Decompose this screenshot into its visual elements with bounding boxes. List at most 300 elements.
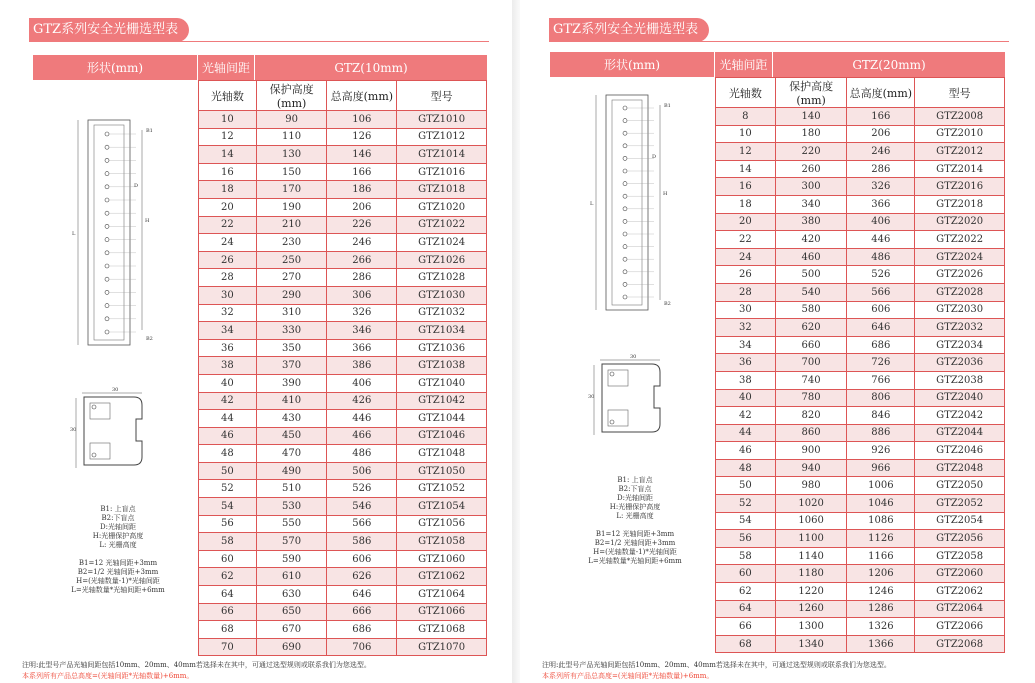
table-cell: GTZ1048 <box>397 445 487 463</box>
table-cell: 470 <box>256 445 327 463</box>
label-h: H <box>145 218 150 224</box>
table-cell: 190 <box>256 198 327 216</box>
table-cell: 1300 <box>775 618 847 636</box>
table-cell: 68 <box>199 621 257 639</box>
table-cell: 406 <box>327 374 397 392</box>
table-row <box>199 621 487 639</box>
table-cell: 670 <box>256 621 327 639</box>
table-row <box>716 143 1005 161</box>
table-cell: 66 <box>199 603 257 621</box>
table-row <box>199 269 487 287</box>
lens-hole <box>623 144 627 148</box>
table-row <box>199 638 487 656</box>
col-model: 型号 <box>397 81 487 111</box>
table-cell: 52 <box>716 495 776 513</box>
table-row <box>199 286 487 304</box>
lens-hole <box>623 119 627 123</box>
table-cell: 70 <box>199 638 257 656</box>
table-cell: GTZ1040 <box>397 374 487 392</box>
table-cell: 606 <box>327 550 397 568</box>
table-cell: GTZ1052 <box>397 480 487 498</box>
table-cell: 620 <box>775 319 847 337</box>
table-row <box>199 550 487 568</box>
table-row <box>199 392 487 410</box>
lens-hole <box>623 232 627 236</box>
table-cell: GTZ1010 <box>397 111 487 129</box>
table-row <box>716 389 1005 407</box>
table-row <box>199 603 487 621</box>
table-cell: 566 <box>847 283 915 301</box>
table-header-band <box>33 55 487 80</box>
label-h: H <box>663 191 668 197</box>
table-cell: 1020 <box>775 495 847 513</box>
table-cell: 26 <box>716 266 776 284</box>
table-cell: 1326 <box>847 618 915 636</box>
lens-hole <box>105 145 109 149</box>
table-row <box>716 108 1005 126</box>
table-cell: 1006 <box>847 477 915 495</box>
table-cell: 1340 <box>775 635 847 653</box>
table-cell: 42 <box>716 407 776 425</box>
label-depth: 30 <box>70 427 77 433</box>
table-row <box>199 322 487 340</box>
table-cell: 180 <box>775 125 847 143</box>
curtain-section-drawing <box>70 383 160 473</box>
table-cell: 410 <box>256 392 327 410</box>
lens-hole <box>105 211 109 215</box>
table-cell: 486 <box>847 248 915 266</box>
spacing-header: 光轴间距 <box>715 52 773 77</box>
table-cell: 46 <box>199 427 257 445</box>
table-cell: GTZ1014 <box>397 146 487 164</box>
table-cell: 20 <box>716 213 776 231</box>
table-cell: 530 <box>256 498 327 516</box>
label-width: 30 <box>112 387 119 393</box>
table-cell: 846 <box>847 407 915 425</box>
shape-header: 形状(mm) <box>550 52 715 77</box>
table-cell: 940 <box>775 459 847 477</box>
table-row <box>199 498 487 516</box>
table-cell: 430 <box>256 410 327 428</box>
shape-header: 形状(mm) <box>33 55 198 80</box>
label-l: L <box>72 231 76 237</box>
table-cell: 1286 <box>847 600 915 618</box>
table-cell: 126 <box>327 128 397 146</box>
label-d: D <box>652 154 657 160</box>
legend-line: B2=1/2 光轴间距+3mm <box>594 539 676 547</box>
label-width: 30 <box>630 354 637 360</box>
table-row <box>716 283 1005 301</box>
label-b1: B1 <box>146 128 153 134</box>
table-cell: GTZ2056 <box>915 530 1005 548</box>
table-row <box>716 248 1005 266</box>
label-b2: B2 <box>664 301 671 307</box>
table-cell: 28 <box>716 283 776 301</box>
table-cell: 546 <box>327 498 397 516</box>
lens-hole <box>623 219 627 223</box>
table-cell: 40 <box>716 389 776 407</box>
table-cell: 230 <box>256 234 327 252</box>
table-cell: 62 <box>716 583 776 601</box>
table-cell: 286 <box>327 269 397 287</box>
table-cell: 590 <box>256 550 327 568</box>
footnote-red: 本系列所有产品总高度=(光轴间距*光轴数量)+6mm。 <box>542 672 714 680</box>
legend-line: L=光轴数量*光轴间距+6mm <box>71 586 165 594</box>
table-cell: 1086 <box>847 512 915 530</box>
spacing-header: 光轴间距 <box>198 55 255 80</box>
table-cell: 510 <box>256 480 327 498</box>
legend-line: B2:下盲点 <box>618 485 652 493</box>
table-cell: 18 <box>716 195 776 213</box>
table-cell: 526 <box>327 480 397 498</box>
table-cell: 28 <box>199 269 257 287</box>
table-cell: GTZ2042 <box>915 407 1005 425</box>
table-cell: 526 <box>847 266 915 284</box>
table-cell: 860 <box>775 424 847 442</box>
table-row <box>199 445 487 463</box>
table-cell: 390 <box>256 374 327 392</box>
table-cell: 10 <box>199 111 257 129</box>
table-row <box>716 407 1005 425</box>
right-page <box>520 0 1035 683</box>
lens-hole <box>105 132 109 136</box>
table-row <box>199 181 487 199</box>
table-cell: 1126 <box>847 530 915 548</box>
table-row <box>716 512 1005 530</box>
table-cell: 1206 <box>847 565 915 583</box>
table-cell: 1166 <box>847 547 915 565</box>
legend-line: B2=1/2 光轴间距+3mm <box>77 568 159 576</box>
table-cell: 650 <box>256 603 327 621</box>
table-cell: 56 <box>199 515 257 533</box>
col-axis-count: 光轴数 <box>199 81 257 111</box>
spec-table <box>198 80 487 656</box>
table-cell: 460 <box>775 248 847 266</box>
table-cell: 1246 <box>847 583 915 601</box>
table-row <box>199 568 487 586</box>
table-row <box>716 231 1005 249</box>
footnote: 注明:此型号产品光轴间距包括10mm、20mm、40mm若选择未在其中，可通过选型规则或联系我们为您选型。 <box>542 661 891 669</box>
table-cell: 486 <box>327 445 397 463</box>
table-cell: 370 <box>256 357 327 375</box>
table-cell: 780 <box>775 389 847 407</box>
table-cell: 266 <box>327 251 397 269</box>
table-row <box>716 160 1005 178</box>
table-cell: 166 <box>327 163 397 181</box>
table-cell: 44 <box>199 410 257 428</box>
curtain-front-drawing <box>588 90 678 315</box>
table-cell: 130 <box>256 146 327 164</box>
table-cell: 690 <box>256 638 327 656</box>
legend-line: H=(光轴数量-1)*光轴间距 <box>593 548 677 556</box>
table-cell: 32 <box>716 319 776 337</box>
table-cell: 1100 <box>775 530 847 548</box>
table-cell: 50 <box>199 462 257 480</box>
table-cell: GTZ1054 <box>397 498 487 516</box>
table-cell: 980 <box>775 477 847 495</box>
legend-line: B2:下盲点 <box>101 514 135 522</box>
table-cell: 58 <box>199 533 257 551</box>
table-cell: 38 <box>716 371 776 389</box>
table-cell: 16 <box>199 163 257 181</box>
curtain-section-drawing <box>588 350 678 440</box>
lens-hole <box>623 131 627 135</box>
table-cell: 1366 <box>847 635 915 653</box>
page-spine <box>512 0 520 683</box>
table-cell: 1060 <box>775 512 847 530</box>
table-row <box>716 442 1005 460</box>
table-cell: 48 <box>199 445 257 463</box>
table-cell: 22 <box>199 216 257 234</box>
table-row <box>716 459 1005 477</box>
table-cell: 700 <box>775 354 847 372</box>
table-cell: 350 <box>256 339 327 357</box>
table-row <box>716 301 1005 319</box>
table-cell: 1260 <box>775 600 847 618</box>
table-cell: 1140 <box>775 547 847 565</box>
table-cell: 606 <box>847 301 915 319</box>
table-cell: 290 <box>256 286 327 304</box>
table-cell: 106 <box>327 111 397 129</box>
page-title: GTZ系列安全光栅选型表 <box>29 18 189 42</box>
table-cell: 260 <box>775 160 847 178</box>
table-cell: 766 <box>847 371 915 389</box>
legend-line: B1=12 光轴间距+3mm <box>78 559 158 567</box>
table-cell: GTZ1060 <box>397 550 487 568</box>
title-underline <box>549 41 1009 42</box>
footnote: 注明:此型号产品光轴间距包括10mm、20mm、40mm若选择未在其中，可通过选型规则或联系我们为您选型。 <box>22 661 371 669</box>
table-cell: 54 <box>716 512 776 530</box>
table-cell: 886 <box>847 424 915 442</box>
lens-hole <box>105 238 109 242</box>
legend-line: L: 光栅高度 <box>99 541 137 549</box>
table-row <box>199 111 487 129</box>
table-cell: GTZ1062 <box>397 568 487 586</box>
table-cell: 150 <box>256 163 327 181</box>
lens-hole <box>105 277 109 281</box>
table-cell: 30 <box>716 301 776 319</box>
table-header-band <box>550 52 1005 77</box>
table-cell: 446 <box>327 410 397 428</box>
table-cell: 110 <box>256 128 327 146</box>
table-cell: 806 <box>847 389 915 407</box>
table-cell: GTZ2044 <box>915 424 1005 442</box>
table-cell: GTZ2038 <box>915 371 1005 389</box>
table-cell: 56 <box>716 530 776 548</box>
table-cell: 40 <box>199 374 257 392</box>
col-total-height: 总高度(mm) <box>327 81 397 111</box>
table-row <box>199 198 487 216</box>
table-cell: GTZ2010 <box>915 125 1005 143</box>
table-cell: GTZ2036 <box>915 354 1005 372</box>
table-cell: 426 <box>327 392 397 410</box>
table-cell: GTZ2052 <box>915 495 1005 513</box>
table-cell: 186 <box>327 181 397 199</box>
table-cell: 26 <box>199 251 257 269</box>
legend <box>58 505 178 595</box>
table-row <box>716 354 1005 372</box>
table-cell: 706 <box>327 638 397 656</box>
table-cell: GTZ2024 <box>915 248 1005 266</box>
legend-line: L=光轴数量*光轴间距+6mm <box>588 557 682 565</box>
col-protect-height: 保护高度(mm) <box>775 78 847 108</box>
table-cell: GTZ2008 <box>915 108 1005 126</box>
table-cell: GTZ1016 <box>397 163 487 181</box>
table-row <box>199 374 487 392</box>
model-group-header: GTZ(10mm) <box>334 60 408 75</box>
lens-hole <box>623 245 627 249</box>
legend-line: D:光轴间距 <box>617 494 653 502</box>
table-cell: GTZ2032 <box>915 319 1005 337</box>
label-b2: B2 <box>146 336 153 342</box>
table-cell: 686 <box>327 621 397 639</box>
table-row <box>199 533 487 551</box>
table-cell: 820 <box>775 407 847 425</box>
table-cell: GTZ1058 <box>397 533 487 551</box>
table-row <box>716 213 1005 231</box>
table-cell: GTZ2068 <box>915 635 1005 653</box>
table-cell: GTZ2020 <box>915 213 1005 231</box>
table-cell: 626 <box>327 568 397 586</box>
table-row <box>716 547 1005 565</box>
table-row <box>716 583 1005 601</box>
table-cell: 46 <box>716 442 776 460</box>
lens-hole <box>105 224 109 228</box>
table-cell: GTZ2040 <box>915 389 1005 407</box>
table-cell: 1180 <box>775 565 847 583</box>
table-cell: 386 <box>327 357 397 375</box>
table-row <box>716 477 1005 495</box>
table-cell: 14 <box>199 146 257 164</box>
table-cell: 306 <box>327 286 397 304</box>
table-cell: 660 <box>775 336 847 354</box>
table-cell: 68 <box>716 635 776 653</box>
legend-line: L: 光栅高度 <box>616 512 654 520</box>
table-cell: GTZ1066 <box>397 603 487 621</box>
table-cell: 22 <box>716 231 776 249</box>
table-row <box>716 565 1005 583</box>
table-row <box>716 319 1005 337</box>
table-cell: GTZ1056 <box>397 515 487 533</box>
table-cell: GTZ2064 <box>915 600 1005 618</box>
table-cell: 36 <box>716 354 776 372</box>
table-cell: 270 <box>256 269 327 287</box>
table-cell: GTZ2030 <box>915 301 1005 319</box>
label-l: L <box>590 201 594 207</box>
table-cell: GTZ1034 <box>397 322 487 340</box>
table-cell: GTZ2054 <box>915 512 1005 530</box>
table-cell: 34 <box>716 336 776 354</box>
table-cell: 740 <box>775 371 847 389</box>
table-cell: 140 <box>775 108 847 126</box>
label-b1: B1 <box>664 103 671 109</box>
table-cell: GTZ1042 <box>397 392 487 410</box>
table-row <box>716 336 1005 354</box>
table-cell: GTZ2022 <box>915 231 1005 249</box>
table-cell: 420 <box>775 231 847 249</box>
table-cell: 34 <box>199 322 257 340</box>
table-cell: GTZ2028 <box>915 283 1005 301</box>
table-cell: GTZ1070 <box>397 638 487 656</box>
table-cell: 366 <box>327 339 397 357</box>
lens-hole <box>623 194 627 198</box>
table-cell: GTZ1012 <box>397 128 487 146</box>
table-cell: GTZ2060 <box>915 565 1005 583</box>
table-cell: 330 <box>256 322 327 340</box>
table-cell: 226 <box>327 216 397 234</box>
lens-hole <box>105 304 109 308</box>
table-cell: 32 <box>199 304 257 322</box>
table-cell: GTZ2046 <box>915 442 1005 460</box>
lens-hole <box>105 330 109 334</box>
table-cell: 62 <box>199 568 257 586</box>
table-cell: 966 <box>847 459 915 477</box>
table-cell: 58 <box>716 547 776 565</box>
table-row <box>716 195 1005 213</box>
table-cell: GTZ2048 <box>915 459 1005 477</box>
table-cell: 20 <box>199 198 257 216</box>
table-cell: GTZ1046 <box>397 427 487 445</box>
table-row <box>199 304 487 322</box>
table-cell: GTZ1020 <box>397 198 487 216</box>
table-cell: GTZ1022 <box>397 216 487 234</box>
table-cell: 50 <box>716 477 776 495</box>
table-cell: 550 <box>256 515 327 533</box>
table-cell: 726 <box>847 354 915 372</box>
label-depth: 30 <box>588 394 595 400</box>
legend-line: D:光轴间距 <box>100 523 136 531</box>
table-row <box>199 480 487 498</box>
table-cell: GTZ1030 <box>397 286 487 304</box>
table-cell: 18 <box>199 181 257 199</box>
table-cell: 586 <box>327 533 397 551</box>
lens-hole <box>623 295 627 299</box>
table-cell: GTZ2058 <box>915 547 1005 565</box>
table-row <box>716 424 1005 442</box>
table-cell: 1046 <box>847 495 915 513</box>
table-cell: 566 <box>327 515 397 533</box>
table-cell: 346 <box>327 322 397 340</box>
lens-hole <box>623 169 627 173</box>
table-cell: 42 <box>199 392 257 410</box>
legend-line: H:光栅保护高度 <box>92 532 144 540</box>
table-cell: 686 <box>847 336 915 354</box>
table-cell: 466 <box>327 427 397 445</box>
table-row <box>716 635 1005 653</box>
legend-line: B1: 上盲点 <box>100 505 136 513</box>
lens-hole <box>105 198 109 202</box>
table-row <box>199 586 487 604</box>
lens-hole <box>105 251 109 255</box>
left-page <box>0 0 512 683</box>
col-axis-count: 光轴数 <box>716 78 776 108</box>
table-cell: 12 <box>199 128 257 146</box>
table-cell: 30 <box>199 286 257 304</box>
table-cell: GTZ2062 <box>915 583 1005 601</box>
legend-line: B1: 上盲点 <box>617 476 653 484</box>
table-cell: 14 <box>716 160 776 178</box>
model-group-header: GTZ(20mm) <box>852 57 926 72</box>
table-cell: 580 <box>775 301 847 319</box>
lens-hole <box>105 317 109 321</box>
label-d: D <box>134 183 139 189</box>
table-row <box>716 371 1005 389</box>
table-cell: 90 <box>256 111 327 129</box>
spec-table <box>715 77 1005 653</box>
table-cell: 380 <box>775 213 847 231</box>
table-cell: 206 <box>847 125 915 143</box>
table-cell: GTZ1028 <box>397 269 487 287</box>
